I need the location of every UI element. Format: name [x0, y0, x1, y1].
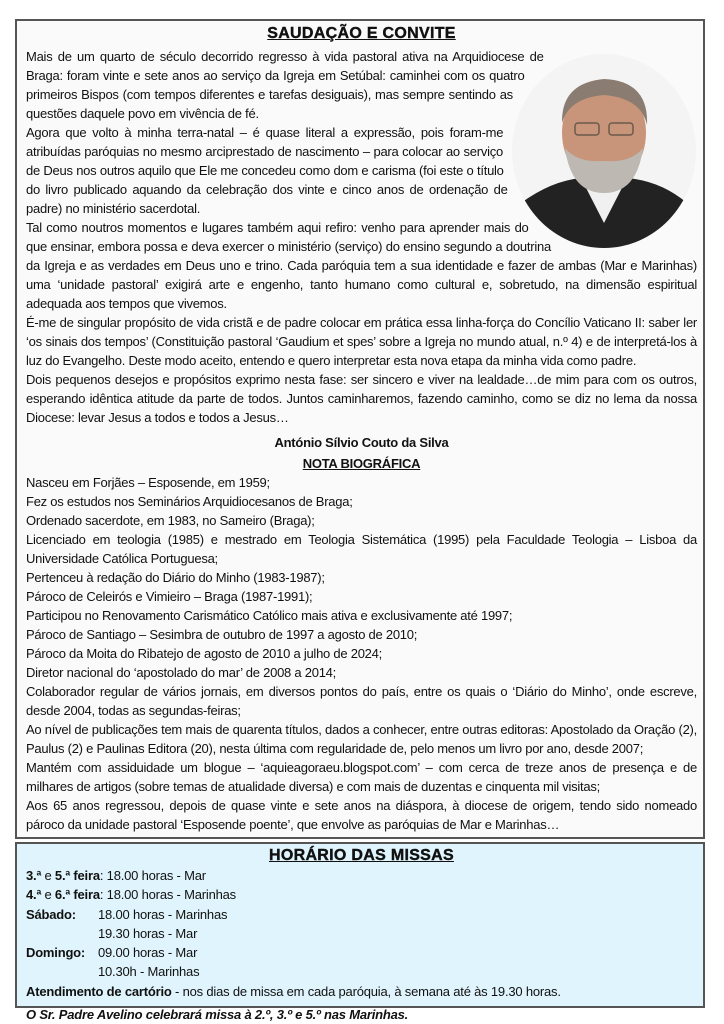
- bio-title: NOTA BIOGRÁFICA: [302, 456, 421, 471]
- priest-portrait: [511, 53, 697, 249]
- schedule-row-sunday: Domingo: 09.00 horas - Mar: [26, 945, 198, 961]
- bio-item: Licenciado em teologia (1985) e mestrado em Teologia Sistemática (1995) pela Faculdade Teologia – Lisboa da Universidade Católica Portuguesa;: [26, 532, 697, 566]
- mass-schedule-section: [15, 842, 705, 1023]
- bio-item: Pároco da Moita do Ribatejo de agosto de 2010 a julho de 2024;: [26, 646, 382, 661]
- greeting-paragraph: Dois pequenos desejos e propósitos exprimo nesta fase: ser sincero e viver na lealdade…de mim para com os outros, esperando idêntica atitude da parte de todos. Juntos caminharemos, fazendo caminho, como se diz no lema da nossa Diocese: levar Jesus a todos e todos a Jesus…: [26, 372, 697, 425]
- bio-item: Nasceu em Forjães – Esposende, em 1959;: [26, 475, 270, 490]
- bio-item: Ao nível de publicações tem mais de quarenta títulos, dados a conhecer, entre outras editoras: Apostolado da Oração (2), Paulus (2) e Paulinas Editora (20), nesta última com regularidade de, pelo menos um livro por ano, desde 2007;: [26, 722, 697, 756]
- bio-item: Colaborador regular de vários jornais, em diversos pontos do país, entre os quais o ‘Diário do Minho’, onde escreve, desde 2004, todas as segundas-feiras;: [26, 684, 697, 718]
- schedule-note: O Sr. Padre Avelino celebrará missa à 2.º, 3.º e 5.º nas Marinhas.: [26, 1007, 409, 1023]
- schedule-row-sunday-2: 10.30h - Marinhas: [98, 964, 200, 980]
- schedule-row-tue-thu: 3.ª e 5.ª feira: 18.00 horas - Mar: [26, 868, 206, 883]
- greeting-paragraph: Agora que volto à minha terra-natal – é quase literal a expressão, pois foram-me atribuídas paróquias no mesmo arciprestado de nascimento – para colocar ao serviço de Deus nos outros aquilo que Ele me concedeu como dom e carisma (foi este o título do livro publicado aquando da celebração dos vinte e cinco anos de ordenação de padre) no ministério sacerdotal.: [26, 125, 508, 216]
- bio-item: Pertenceu à redação do Diário do Minho (1983-1987);: [26, 570, 325, 585]
- bio-item: Pároco de Celeirós e Vimieiro – Braga (1987-1991);: [26, 589, 313, 604]
- bio-item: Participou no Renovamento Carismático Católico mais ativa e exclusivamente até 1997;: [26, 608, 513, 623]
- greeting-paragraph: É-me de singular propósito de vida cristã e de padre colocar em prática essa linha-força do Concílio Vaticano II: saber ler ‘os sinais dos tempos’ (Constituição pastoral ‘Gaudium et spes’ sobre a Igreja no mundo atual, n.º 4) e de interpretá-los à luz do Evangelho. Deste modo aceito, entendo e quero interpretar esta nova etapa da minha vida como padre.: [26, 315, 697, 368]
- bio-list: [26, 473, 697, 834]
- bio-item: Mantém com assiduidade um blogue – ‘aquieagoraeu.blogspot.com’ – com cerca de treze anos de presença e de milhares de artigos (sobre temas de atualidade diversa) e com mais de duzentas e cinquenta mil visitas;: [26, 760, 697, 794]
- schedule-row-wed-fri: 4.ª e 6.ª feira: 18.00 horas - Marinhas: [26, 887, 236, 903]
- greeting-paragraph: Tal como noutros momentos e lugares também aqui refiro: venho para aprender mais do que ensinar, embora possa e deva exercer o ministério (serviço) do ensino segundo a doutrina da Igreja e as verdades em Deus uno e trino. Cada paróquia tem a sua identidade e fazer de ambas (Mar e Marinhas) uma ‘unidade pastoral’ exigirá arte e engenho, tanto humano como cultural e, sobretudo, na dimensão espiritual adequada aos tempos que vivemos.: [26, 220, 697, 311]
- greeting-title: SAUDAÇÃO E CONVITE: [267, 25, 456, 42]
- schedule-row-saturday-2: 19.30 horas - Mar: [98, 925, 198, 941]
- signature: António Sílvio Couto da Silva: [274, 435, 449, 450]
- greeting-section: [15, 19, 705, 839]
- schedule-title: HORÁRIO DAS MISSAS: [269, 847, 454, 864]
- office-hours: Atendimento de cartório - nos dias de missa em cada paróquia, à semana até às 19.30 horas.: [26, 983, 561, 999]
- greeting-paragraph: Mais de um quarto de século decorrido regresso à vida pastoral ativa na Arquidiocese de Braga: foram vinte e sete anos ao serviço da Igreja em Setúbal: caminhei com os quatro primeiros Bispos (com tempos diferentes e tarefas desiguais), mas sempre sentindo as questões daquele povo em vivência de fé.: [26, 49, 544, 121]
- bio-item: Diretor nacional do ‘apostolado do mar’ de 2008 a 2014;: [26, 665, 337, 680]
- schedule-row-saturday: Sábado: 18.00 horas - Marinhas: [26, 906, 228, 922]
- bio-item: Ordenado sacerdote, em 1983, no Sameiro (Braga);: [26, 513, 315, 528]
- bio-item: Pároco de Santiago – Sesimbra de outubro de 1997 a agosto de 2010;: [26, 627, 418, 642]
- bio-item: Aos 65 anos regressou, depois de quase vinte e sete anos na diáspora, à diocese de origem, tendo sido nomeado pároco da unidade pastoral ‘Esposende poente’, que envolve as paróquias de Mar e Marinhas…: [26, 798, 697, 832]
- bio-item: Fez os estudos nos Seminários Arquidiocesanos de Braga;: [26, 494, 353, 509]
